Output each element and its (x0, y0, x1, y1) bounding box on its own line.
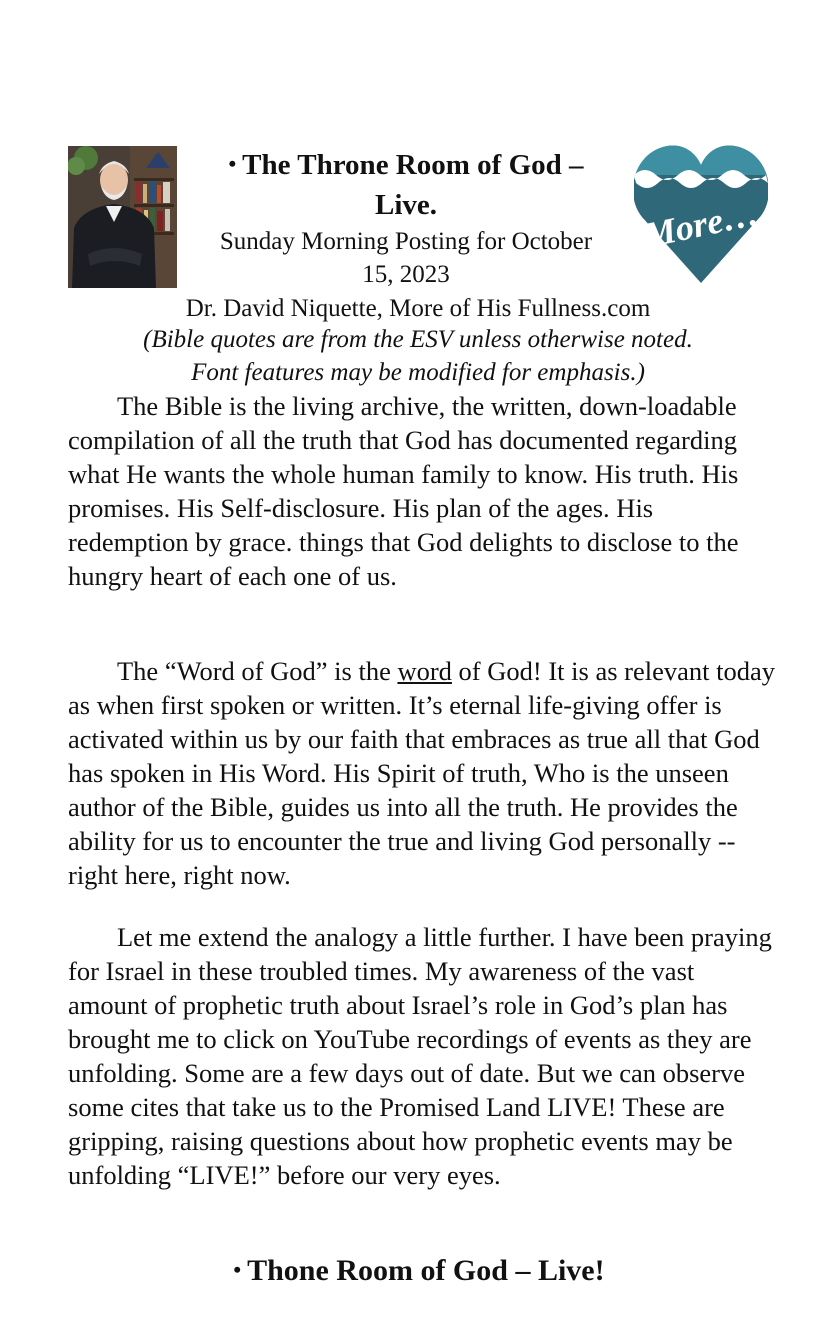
section-bullet: • (233, 1257, 242, 1282)
paragraph-3: Let me extend the analogy a little further. I have been praying for Israel in these troubled times. My awareness of the vast amount of prophetic truth about Israel’s role in God’s plan has brought me to click on YouTube recordings of events as they are unfolding. Some are a few days out of date. But we can observe some cites that take us to the Promised Land LIVE! These are gripping, raising questions about how prophetic events may be unfolding “LIVE!” before our very eyes. (68, 922, 772, 1190)
note-line2: Font features may be modified for emphasis.) (191, 359, 645, 386)
post-date-line2: 15, 2023 (362, 261, 450, 288)
underlined-word: word (397, 656, 452, 686)
author-byline: Dr. David Niquette, More of His Fullness.com (185, 295, 651, 322)
title-bullet: • (228, 151, 237, 176)
paragraph-2 (68, 654, 780, 892)
paragraph-2-rest: of God! It is as relevant today as when first spoken or written. It’s eternal life-giving offer is activated within us by our faith that embraces as true all that God has spoken in His Word. His Spirit of truth, Who is the unseen author of the Bible, guides us into all the truth. He provides the ability for us to encounter the true and living God personally -- right here, right now. (68, 656, 775, 890)
section-heading (0, 1251, 828, 1293)
paragraph-2-start: The “Word of God” is the (117, 656, 398, 686)
note-line1: (Bible quotes are from the ESV unless otherwise noted. (143, 326, 693, 353)
author-portrait-image (68, 146, 177, 288)
logo-text: More… (640, 192, 762, 256)
post-date-line1: Sunday Morning Posting for October (219, 228, 593, 255)
paragraph-1: The Bible is the living archive, the written, down-loadable compilation of all the truth that God has documented regarding what He wants the whole human family to know. His truth. His promises. His Self-disclosure. His plan of the ages. His redemption by grace. things that God delights to disclose to the hungry heart of each one of us. (68, 391, 739, 591)
post-date (190, 225, 622, 291)
section-title: Thone Room of God – Live! (247, 1254, 605, 1287)
author-photo (68, 146, 177, 288)
post-header (190, 146, 622, 291)
bible-version-note (60, 323, 776, 389)
post-title-line2: Live. (374, 189, 438, 221)
post-title (190, 146, 622, 225)
more-heart-logo (634, 143, 768, 283)
post-title-line1: The Throne Room of God – (242, 149, 584, 181)
